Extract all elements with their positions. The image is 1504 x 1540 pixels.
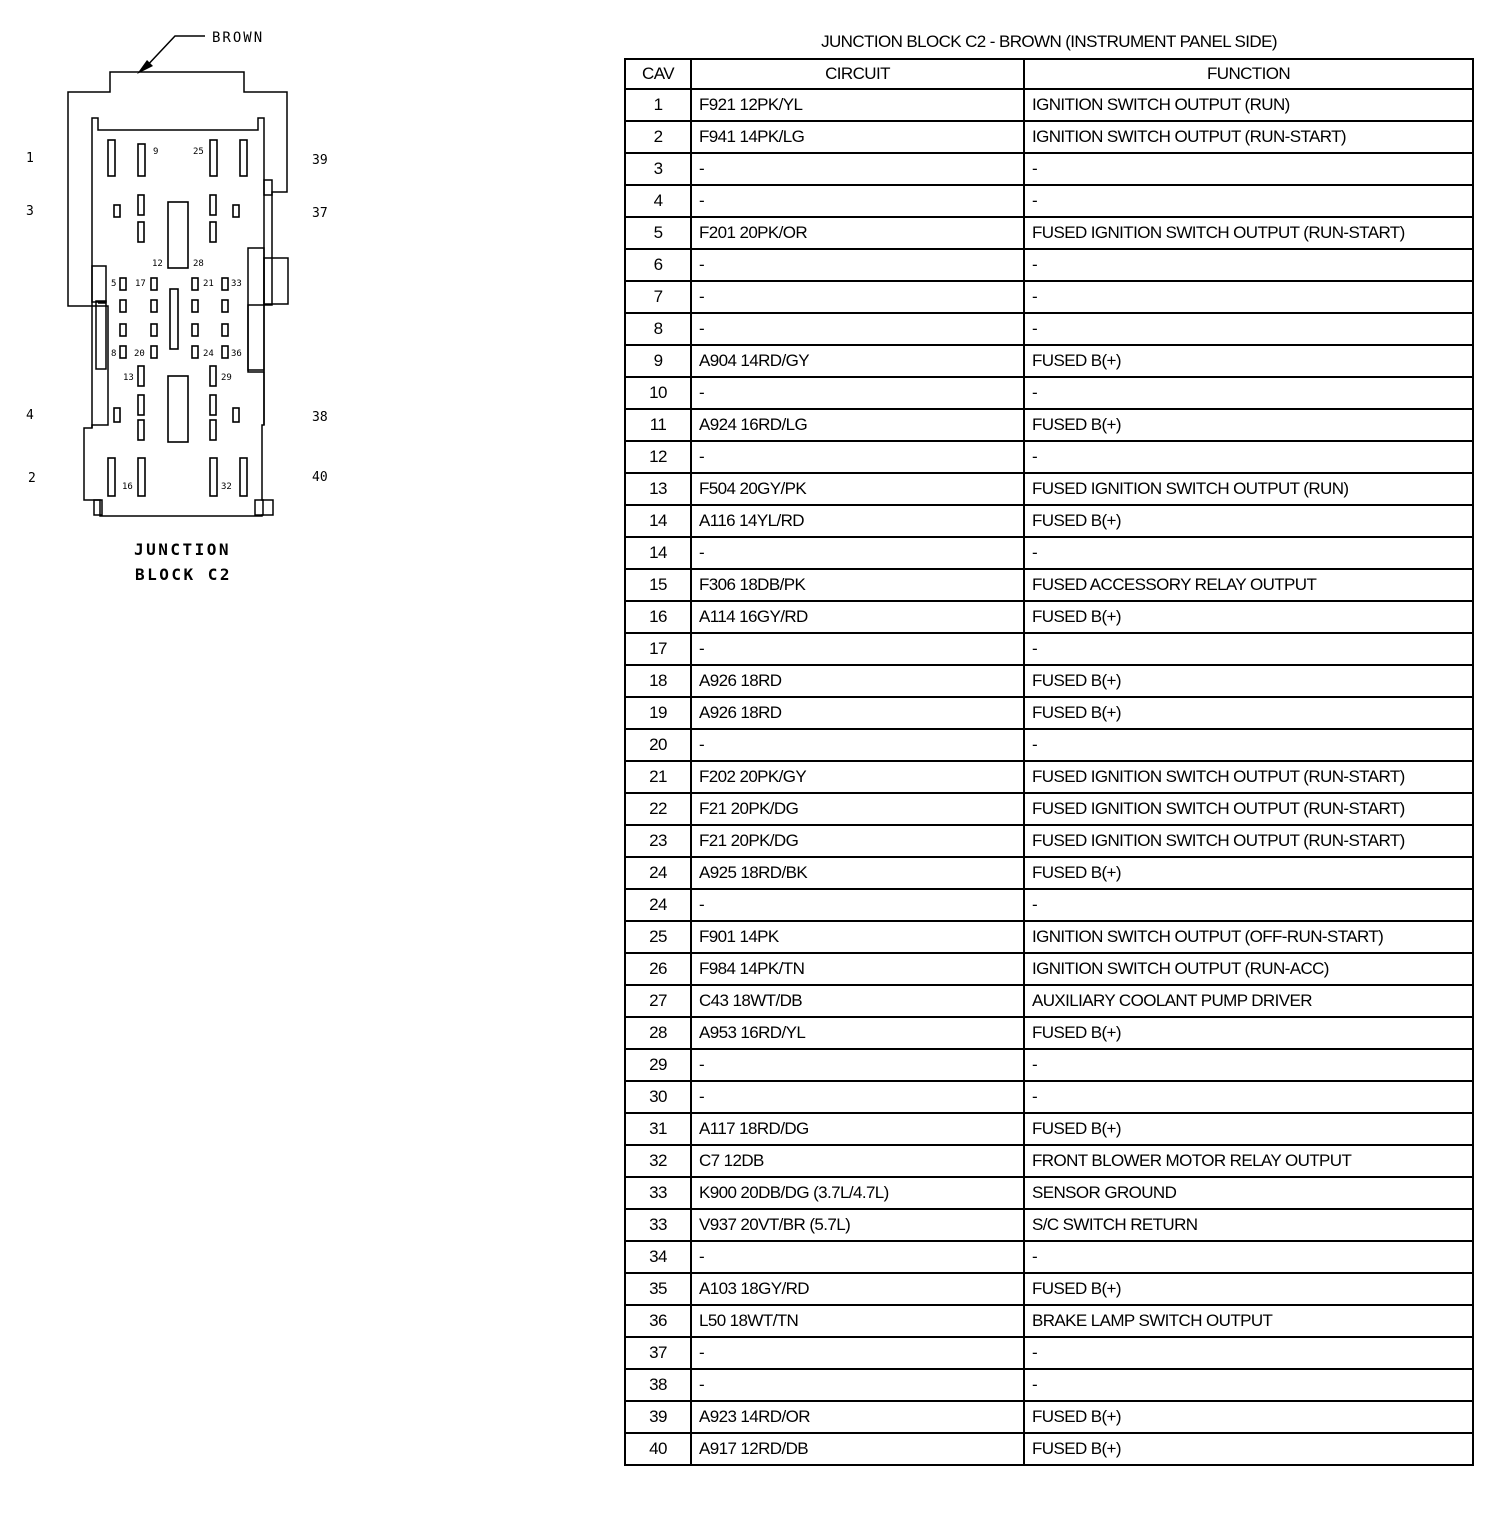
circuit-cell: C7 12DB bbox=[691, 1145, 1024, 1177]
cav-cell: 28 bbox=[625, 1017, 691, 1049]
pinout-body bbox=[625, 89, 1473, 1465]
cav-cell: 24 bbox=[625, 889, 691, 921]
table-row bbox=[625, 761, 1473, 793]
circuit-cell: K900 20DB/DG (3.7L/4.7L) bbox=[691, 1177, 1024, 1209]
function-cell: SENSOR GROUND bbox=[1024, 1177, 1473, 1209]
cav-cell: 36 bbox=[625, 1305, 691, 1337]
cav-cell: 34 bbox=[625, 1241, 691, 1273]
function-cell: FUSED B(+) bbox=[1024, 505, 1473, 537]
function-cell: FUSED IGNITION SWITCH OUTPUT (RUN) bbox=[1024, 473, 1473, 505]
pin-label: 5 bbox=[111, 279, 117, 289]
cav-cell: 37 bbox=[625, 1337, 691, 1369]
function-cell: FUSED B(+) bbox=[1024, 345, 1473, 377]
circuit-cell: V937 20VT/BR (5.7L) bbox=[691, 1209, 1024, 1241]
pin-label: 20 bbox=[134, 349, 145, 359]
pin-label: 25 bbox=[193, 147, 204, 157]
column-header-function: FUNCTION bbox=[1024, 59, 1473, 89]
circuit-cell: - bbox=[691, 1081, 1024, 1113]
function-cell: FUSED IGNITION SWITCH OUTPUT (RUN-START) bbox=[1024, 217, 1473, 249]
function-cell: FUSED IGNITION SWITCH OUTPUT (RUN-START) bbox=[1024, 825, 1473, 857]
pin-label: 17 bbox=[135, 279, 146, 289]
header-row bbox=[625, 59, 1473, 89]
brown-callout: BROWN bbox=[212, 30, 265, 46]
pin-label: 38 bbox=[312, 410, 328, 425]
table-row bbox=[625, 473, 1473, 505]
cav-cell: 31 bbox=[625, 1113, 691, 1145]
column-header-circuit: CIRCUIT bbox=[691, 59, 1024, 89]
connector-diagram bbox=[0, 0, 600, 600]
circuit-cell: A904 14RD/GY bbox=[691, 345, 1024, 377]
cav-cell: 29 bbox=[625, 1049, 691, 1081]
cav-cell: 33 bbox=[625, 1209, 691, 1241]
table-row bbox=[625, 1145, 1473, 1177]
callout-leader bbox=[143, 36, 205, 70]
table-row bbox=[625, 345, 1473, 377]
function-cell: IGNITION SWITCH OUTPUT (OFF-RUN-START) bbox=[1024, 921, 1473, 953]
cav-cell: 30 bbox=[625, 1081, 691, 1113]
pin-label: 21 bbox=[203, 279, 214, 289]
table-row bbox=[625, 1337, 1473, 1369]
function-cell: BRAKE LAMP SWITCH OUTPUT bbox=[1024, 1305, 1473, 1337]
function-cell: FUSED ACCESSORY RELAY OUTPUT bbox=[1024, 569, 1473, 601]
function-cell: FUSED B(+) bbox=[1024, 1433, 1473, 1465]
table-row bbox=[625, 1433, 1473, 1465]
circuit-cell: F984 14PK/TN bbox=[691, 953, 1024, 985]
circuit-cell: A926 18RD bbox=[691, 665, 1024, 697]
function-cell: - bbox=[1024, 313, 1473, 345]
connector-name-line1: JUNCTION bbox=[134, 540, 232, 559]
circuit-cell: A924 16RD/LG bbox=[691, 409, 1024, 441]
cav-cell: 7 bbox=[625, 281, 691, 313]
function-cell: IGNITION SWITCH OUTPUT (RUN) bbox=[1024, 89, 1473, 121]
cav-cell: 15 bbox=[625, 569, 691, 601]
function-cell: - bbox=[1024, 633, 1473, 665]
table-row bbox=[625, 1017, 1473, 1049]
pin-label: 13 bbox=[123, 373, 134, 383]
table-row bbox=[625, 89, 1473, 121]
function-cell: FUSED B(+) bbox=[1024, 1401, 1473, 1433]
table-row bbox=[625, 825, 1473, 857]
cav-cell: 11 bbox=[625, 409, 691, 441]
cav-cell: 33 bbox=[625, 1177, 691, 1209]
cav-cell: 17 bbox=[625, 633, 691, 665]
circuit-cell: - bbox=[691, 889, 1024, 921]
pin-label: 33 bbox=[231, 279, 242, 289]
circuit-cell: - bbox=[691, 633, 1024, 665]
cav-cell: 19 bbox=[625, 697, 691, 729]
function-cell: FUSED B(+) bbox=[1024, 697, 1473, 729]
function-cell: - bbox=[1024, 1369, 1473, 1401]
table-row bbox=[625, 1305, 1473, 1337]
circuit-cell: A926 18RD bbox=[691, 697, 1024, 729]
circuit-cell: - bbox=[691, 1241, 1024, 1273]
table-row bbox=[625, 665, 1473, 697]
circuit-cell: - bbox=[691, 313, 1024, 345]
function-cell: FUSED B(+) bbox=[1024, 1113, 1473, 1145]
pinout-table-container bbox=[624, 24, 1474, 1466]
table-row bbox=[625, 921, 1473, 953]
function-cell: FUSED B(+) bbox=[1024, 665, 1473, 697]
table-row bbox=[625, 793, 1473, 825]
function-cell: FUSED B(+) bbox=[1024, 857, 1473, 889]
circuit-cell: C43 18WT/DB bbox=[691, 985, 1024, 1017]
cav-cell: 21 bbox=[625, 761, 691, 793]
circuit-cell: - bbox=[691, 1337, 1024, 1369]
function-cell: - bbox=[1024, 377, 1473, 409]
function-cell: - bbox=[1024, 537, 1473, 569]
pin-label: 37 bbox=[312, 206, 328, 221]
table-row bbox=[625, 633, 1473, 665]
function-cell: - bbox=[1024, 1241, 1473, 1273]
function-cell: - bbox=[1024, 249, 1473, 281]
cav-cell: 5 bbox=[625, 217, 691, 249]
pin-label: 32 bbox=[221, 482, 232, 492]
table-row bbox=[625, 441, 1473, 473]
pin-label: 24 bbox=[203, 349, 214, 359]
circuit-cell: A103 18GY/RD bbox=[691, 1273, 1024, 1305]
cav-cell: 26 bbox=[625, 953, 691, 985]
cav-cell: 27 bbox=[625, 985, 691, 1017]
circuit-cell: A953 16RD/YL bbox=[691, 1017, 1024, 1049]
circuit-cell: - bbox=[691, 1369, 1024, 1401]
circuit-cell: A923 14RD/OR bbox=[691, 1401, 1024, 1433]
cav-cell: 9 bbox=[625, 345, 691, 377]
table-row bbox=[625, 985, 1473, 1017]
column-header-cav: CAV bbox=[625, 59, 691, 89]
cav-cell: 8 bbox=[625, 313, 691, 345]
function-cell: FUSED B(+) bbox=[1024, 409, 1473, 441]
pinout-table bbox=[624, 58, 1474, 1466]
circuit-cell: F921 12PK/YL bbox=[691, 89, 1024, 121]
circuit-cell: F901 14PK bbox=[691, 921, 1024, 953]
cav-cell: 38 bbox=[625, 1369, 691, 1401]
table-row bbox=[625, 185, 1473, 217]
function-cell: - bbox=[1024, 185, 1473, 217]
table-row bbox=[625, 1401, 1473, 1433]
circuit-cell: A117 18RD/DG bbox=[691, 1113, 1024, 1145]
table-row bbox=[625, 313, 1473, 345]
pin-label: 12 bbox=[152, 259, 163, 269]
function-cell: - bbox=[1024, 281, 1473, 313]
pin-label: 39 bbox=[312, 153, 328, 168]
circuit-cell: A116 14YL/RD bbox=[691, 505, 1024, 537]
circuit-cell: - bbox=[691, 249, 1024, 281]
function-cell: S/C SWITCH RETURN bbox=[1024, 1209, 1473, 1241]
cav-cell: 14 bbox=[625, 505, 691, 537]
circuit-cell: F202 20PK/GY bbox=[691, 761, 1024, 793]
table-row bbox=[625, 697, 1473, 729]
table-row bbox=[625, 889, 1473, 921]
cav-cell: 20 bbox=[625, 729, 691, 761]
function-cell: AUXILIARY COOLANT PUMP DRIVER bbox=[1024, 985, 1473, 1017]
pin-label: 1 bbox=[26, 151, 34, 166]
function-cell: IGNITION SWITCH OUTPUT (RUN-START) bbox=[1024, 121, 1473, 153]
circuit-cell: F21 20PK/DG bbox=[691, 793, 1024, 825]
table-row bbox=[625, 1273, 1473, 1305]
circuit-cell: - bbox=[691, 729, 1024, 761]
pin-label: 2 bbox=[28, 471, 36, 486]
circuit-cell: F504 20GY/PK bbox=[691, 473, 1024, 505]
table-row bbox=[625, 377, 1473, 409]
function-cell: FRONT BLOWER MOTOR RELAY OUTPUT bbox=[1024, 1145, 1473, 1177]
table-row bbox=[625, 1369, 1473, 1401]
pin-label: 4 bbox=[26, 408, 34, 423]
cav-cell: 12 bbox=[625, 441, 691, 473]
function-cell: FUSED B(+) bbox=[1024, 1017, 1473, 1049]
table-row bbox=[625, 505, 1473, 537]
function-cell: FUSED B(+) bbox=[1024, 601, 1473, 633]
cav-cell: 23 bbox=[625, 825, 691, 857]
table-row bbox=[625, 1177, 1473, 1209]
circuit-cell: A917 12RD/DB bbox=[691, 1433, 1024, 1465]
function-cell: IGNITION SWITCH OUTPUT (RUN-ACC) bbox=[1024, 953, 1473, 985]
connector-name-line2: BLOCK C2 bbox=[135, 565, 233, 584]
table-row bbox=[625, 153, 1473, 185]
pin-label: 40 bbox=[312, 470, 328, 485]
cav-cell: 39 bbox=[625, 1401, 691, 1433]
circuit-cell: - bbox=[691, 281, 1024, 313]
cav-cell: 10 bbox=[625, 377, 691, 409]
pin-label: 28 bbox=[193, 259, 204, 269]
circuit-cell: A925 18RD/BK bbox=[691, 857, 1024, 889]
cav-cell: 4 bbox=[625, 185, 691, 217]
circuit-cell: - bbox=[691, 377, 1024, 409]
pin-label: 29 bbox=[221, 373, 232, 383]
table-row bbox=[625, 409, 1473, 441]
table-row bbox=[625, 857, 1473, 889]
function-cell: FUSED B(+) bbox=[1024, 1273, 1473, 1305]
table-row bbox=[625, 1049, 1473, 1081]
function-cell: - bbox=[1024, 1081, 1473, 1113]
circuit-cell: A114 16GY/RD bbox=[691, 601, 1024, 633]
circuit-cell: - bbox=[691, 537, 1024, 569]
circuit-cell: - bbox=[691, 1049, 1024, 1081]
circuit-cell: - bbox=[691, 153, 1024, 185]
table-row bbox=[625, 537, 1473, 569]
cav-cell: 3 bbox=[625, 153, 691, 185]
cav-cell: 14 bbox=[625, 537, 691, 569]
circuit-cell: - bbox=[691, 441, 1024, 473]
function-cell: FUSED IGNITION SWITCH OUTPUT (RUN-START) bbox=[1024, 793, 1473, 825]
circuit-cell: F201 20PK/OR bbox=[691, 217, 1024, 249]
pin-label: 3 bbox=[26, 204, 34, 219]
table-row bbox=[625, 569, 1473, 601]
cav-cell: 6 bbox=[625, 249, 691, 281]
connector-face bbox=[92, 118, 264, 425]
circuit-cell: F21 20PK/DG bbox=[691, 825, 1024, 857]
pinout-title: JUNCTION BLOCK C2 - BROWN (INSTRUMENT PANEL SIDE) bbox=[821, 32, 1277, 51]
function-cell: - bbox=[1024, 889, 1473, 921]
table-row bbox=[625, 217, 1473, 249]
cav-cell: 22 bbox=[625, 793, 691, 825]
cav-cell: 18 bbox=[625, 665, 691, 697]
function-cell: - bbox=[1024, 729, 1473, 761]
terminal-cavities bbox=[108, 140, 247, 496]
pin-label: 8 bbox=[111, 349, 117, 359]
table-row bbox=[625, 1209, 1473, 1241]
function-cell: FUSED IGNITION SWITCH OUTPUT (RUN-START) bbox=[1024, 761, 1473, 793]
cav-cell: 2 bbox=[625, 121, 691, 153]
table-row bbox=[625, 601, 1473, 633]
circuit-cell: F941 14PK/LG bbox=[691, 121, 1024, 153]
cav-cell: 32 bbox=[625, 1145, 691, 1177]
function-cell: - bbox=[1024, 441, 1473, 473]
pin-label: 36 bbox=[231, 349, 242, 359]
cav-cell: 16 bbox=[625, 601, 691, 633]
table-row bbox=[625, 1113, 1473, 1145]
cav-cell: 1 bbox=[625, 89, 691, 121]
circuit-cell: L50 18WT/TN bbox=[691, 1305, 1024, 1337]
pin-label: 9 bbox=[153, 147, 159, 157]
table-row bbox=[625, 729, 1473, 761]
table-row bbox=[625, 121, 1473, 153]
circuit-cell: F306 18DB/PK bbox=[691, 569, 1024, 601]
table-row bbox=[625, 1241, 1473, 1273]
table-row bbox=[625, 1081, 1473, 1113]
pin-label: 16 bbox=[122, 482, 133, 492]
cav-cell: 24 bbox=[625, 857, 691, 889]
cav-cell: 25 bbox=[625, 921, 691, 953]
table-row bbox=[625, 249, 1473, 281]
function-cell: - bbox=[1024, 1049, 1473, 1081]
cav-cell: 40 bbox=[625, 1433, 691, 1465]
function-cell: - bbox=[1024, 1337, 1473, 1369]
table-row bbox=[625, 281, 1473, 313]
circuit-cell: - bbox=[691, 185, 1024, 217]
cav-cell: 35 bbox=[625, 1273, 691, 1305]
function-cell: - bbox=[1024, 153, 1473, 185]
table-row bbox=[625, 953, 1473, 985]
cav-cell: 13 bbox=[625, 473, 691, 505]
